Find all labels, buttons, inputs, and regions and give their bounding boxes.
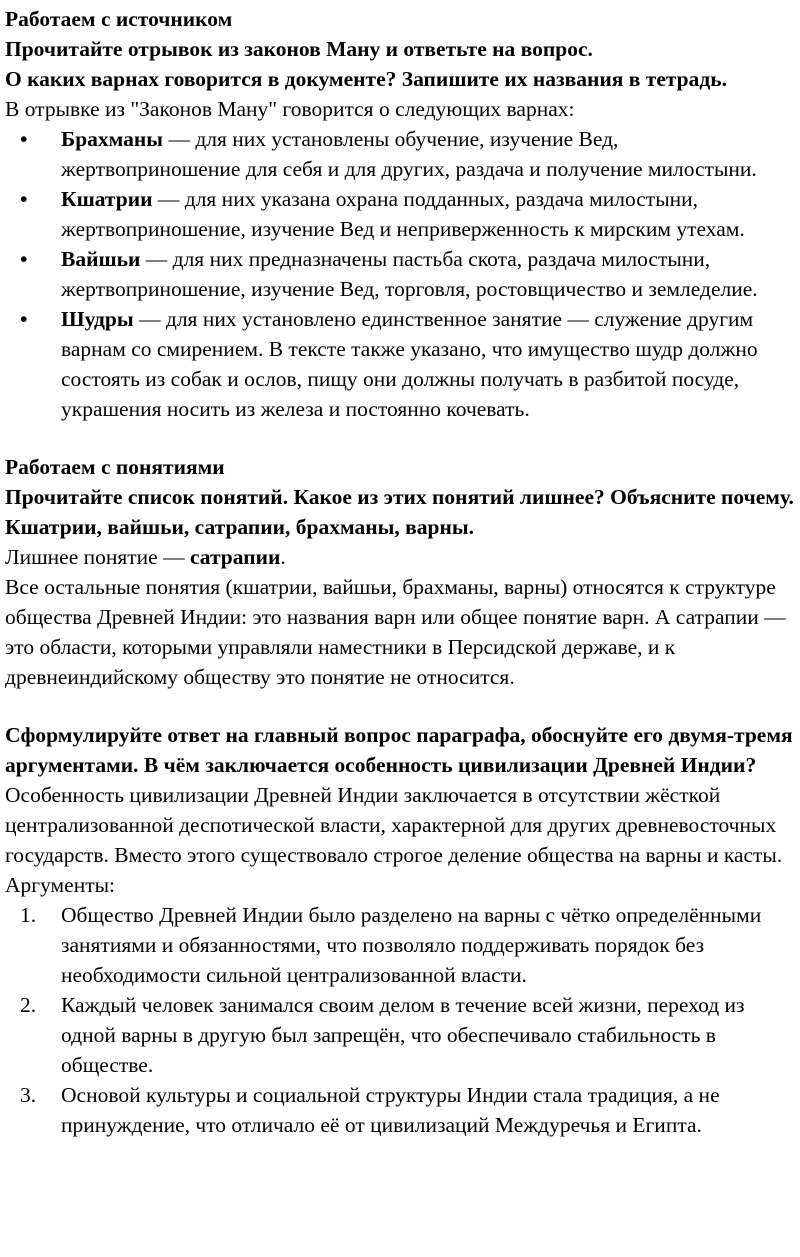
list-item	[5, 244, 795, 304]
bullet-icon: •	[20, 187, 28, 211]
list-item	[5, 900, 795, 990]
varna-description: — для них указана охрана подданных, раздача милостыни, жертвоприношение, изучение Вед и неприверженность к мирским утехам.	[61, 187, 745, 241]
task-line-2: О каких варнах говорится в документе? Запишите их названия в тетрадь.	[5, 67, 728, 91]
varna-term: Вайшьи	[61, 247, 141, 271]
argument-text: Каждый человек занимался своим делом в течение всей жизни, переход из одной варны в другую был запрещён, что обеспечивало стабильность в обществе.	[61, 993, 745, 1077]
list-item	[5, 124, 795, 184]
item-number: 3.	[20, 1083, 37, 1107]
varna-description: — для них установлено единственное занятие — служение другим варнам со смирением. В тексте также указано, что имущество шудр должно состоять из собак и ослов, пищу они должны получать в разбитой посуде, украшения носить из железа и постоянно кочевать.	[61, 307, 758, 421]
varna-term: Шудры	[61, 307, 134, 331]
arguments-label: Аргументы:	[5, 873, 116, 897]
item-number: 1.	[20, 903, 37, 927]
main-answer: Особенность цивилизации Древней Индии заключается в отсутствии жёсткой централизованной деспотической власти, характерной для других древневосточных государств. Вместо этого существовало строгое деление общества на варны и касты.	[5, 783, 783, 867]
answer-prefix: Лишнее понятие —	[5, 545, 190, 569]
list-item	[5, 304, 795, 424]
task-line-1: Прочитайте отрывок из законов Ману и ответьте на вопрос.	[5, 37, 593, 61]
section-title-concepts: Работаем с понятиями	[5, 455, 225, 479]
item-number: 2.	[20, 993, 37, 1017]
section-gap	[5, 692, 795, 720]
concepts-answer	[5, 542, 795, 572]
bullet-icon: •	[20, 127, 28, 151]
answer-term: сатрапии	[189, 545, 281, 569]
varna-term: Брахманы	[61, 127, 164, 151]
list-item	[5, 990, 795, 1080]
argument-text: Основой культуры и социальной структуры Индии стала традиция, а не принуждение, что отличало её от цивилизаций Междуречья и Египта.	[61, 1083, 720, 1137]
document-page	[5, 4, 795, 1140]
section-title-source: Работаем с источником	[5, 7, 233, 31]
answer-suffix: .	[280, 545, 286, 569]
bullet-icon: •	[20, 247, 28, 271]
varna-description: — для них установлены обучение, изучение Вед, жертвоприношение для себя и для других, раздача и получение милостыни.	[61, 127, 757, 181]
bullet-icon: •	[20, 307, 28, 331]
varna-term: Кшатрии	[61, 187, 153, 211]
intro-text: В отрывке из "Законов Ману" говорится о следующих варнах:	[5, 97, 575, 121]
arguments-list	[5, 900, 795, 1140]
varna-description: — для них предназначены пастьба скота, раздача милостыни, жертвоприношение, изучение Вед, торговля, ростовщичество и земледелие.	[61, 247, 758, 301]
varna-list	[5, 124, 795, 424]
list-item	[5, 1080, 795, 1140]
main-question: Сформулируйте ответ на главный вопрос параграфа, обоснуйте его двумя-тремя аргументами. В чём заключается особенность цивилизации Древней Индии?	[5, 723, 793, 777]
concepts-explanation: Все остальные понятия (кшатрии, вайшьи, брахманы, варны) относятся к структуре общества Древней Индии: это названия варн или общее понятие варн. А сатрапии — это области, которыми управляли наместники в Персидской державе, и к древнеиндийскому обществу это понятие не относится.	[5, 575, 786, 689]
argument-text: Общество Древней Индии было разделено на варны с чётко определёнными занятиями и обязанностями, что позволяло поддерживать порядок без необходимости сильной централизованной власти.	[61, 903, 762, 987]
section-gap	[5, 424, 795, 452]
list-item	[5, 184, 795, 244]
concepts-question: Прочитайте список понятий. Какое из этих понятий лишнее? Объясните почему. Кшатрии, вайшьи, сатрапии, брахманы, варны.	[5, 485, 794, 539]
